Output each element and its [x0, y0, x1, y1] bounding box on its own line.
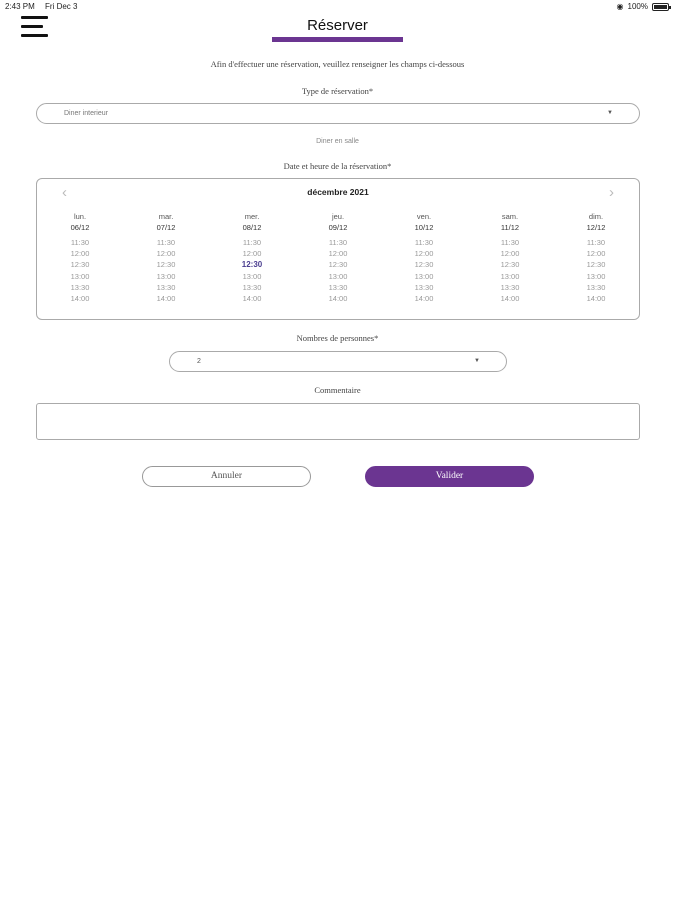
comment-label: Commentaire [314, 385, 361, 395]
time-slot[interactable]: 12:30 [328, 260, 348, 270]
day-column [227, 212, 277, 304]
time-slot[interactable]: 11:30 [500, 238, 520, 247]
chevron-right-icon[interactable]: › [609, 184, 614, 201]
time-slot[interactable]: 12:00 [500, 249, 520, 259]
status-left [5, 2, 85, 11]
time-slot[interactable]: 14:00 [328, 294, 348, 304]
reservation-type-label: Type de réservation* [301, 86, 374, 96]
time-slot[interactable]: 12:00 [586, 249, 606, 259]
time-slot[interactable]: 12:30 [586, 260, 606, 270]
time-slot[interactable]: 13:30 [500, 282, 520, 292]
time-slot[interactable]: 13:00 [70, 271, 90, 281]
time-slot[interactable]: 13:30 [156, 282, 176, 292]
time-slot[interactable]: 11:30 [586, 238, 606, 247]
datetime-label: Date et heure de la réservation* [283, 161, 392, 171]
day-name: jeu. [331, 212, 345, 221]
time-slot[interactable]: 13:00 [414, 271, 434, 281]
time-slot[interactable]: 13:00 [328, 271, 348, 281]
time-slot[interactable]: 11:30 [328, 238, 348, 247]
day-date: 11/12 [500, 223, 520, 232]
day-name: lun. [73, 212, 87, 221]
day-name: dim. [588, 212, 604, 221]
wifi-icon: ◉ [616, 2, 624, 11]
time-slot[interactable]: 12:00 [414, 249, 434, 259]
reservation-type-value: Diner interieur [64, 110, 108, 117]
time-slot[interactable]: 12:30 [500, 260, 520, 270]
battery-percent: 100% [627, 2, 648, 11]
time-slot[interactable]: 12:00 [328, 249, 348, 259]
day-date: 10/12 [414, 223, 434, 232]
time-slot[interactable]: 13:30 [242, 282, 262, 292]
day-column [55, 212, 105, 304]
day-date: 06/12 [70, 223, 90, 232]
day-date: 08/12 [242, 223, 262, 232]
time-slot[interactable]: 13:00 [586, 271, 606, 281]
day-name: mer. [244, 212, 260, 221]
time-slot[interactable]: 12:00 [70, 249, 90, 259]
chevron-left-icon[interactable]: ‹ [62, 184, 67, 201]
time-slot[interactable]: 11:30 [70, 238, 90, 247]
day-date: 09/12 [328, 223, 348, 232]
time-slot[interactable]: 12:30 [156, 260, 176, 270]
comment-input[interactable] [36, 403, 640, 440]
day-date: 07/12 [156, 223, 176, 232]
reservation-type-hint: Diner en salle [316, 138, 359, 145]
page-title: Réserver [307, 17, 368, 34]
time-slot[interactable]: 13:00 [500, 271, 520, 281]
title-underline [272, 37, 403, 42]
time-slot[interactable]: 13:00 [242, 271, 262, 281]
time-slot[interactable]: 14:00 [500, 294, 520, 304]
day-date: 12/12 [586, 223, 606, 232]
status-time: 2:43 PM [5, 2, 35, 11]
time-slot[interactable]: 14:00 [70, 294, 90, 304]
time-slot[interactable]: 13:30 [70, 282, 90, 292]
cancel-button[interactable]: Annuler [142, 466, 311, 487]
day-column [313, 212, 363, 304]
time-slot[interactable]: 14:00 [586, 294, 606, 304]
persons-value: 2 [197, 358, 201, 365]
persons-label: Nombres de personnes* [296, 333, 379, 343]
time-slot[interactable]: 12:00 [156, 249, 176, 259]
persons-select[interactable] [169, 351, 507, 372]
time-slot[interactable]: 13:30 [328, 282, 348, 292]
day-column [141, 212, 191, 304]
battery-icon [652, 3, 669, 11]
time-slot[interactable]: 11:30 [414, 238, 434, 247]
day-column [399, 212, 449, 304]
intro-text: Afin d'effectuer une réservation, veuillez renseigner les champs ci-dessous [210, 59, 465, 69]
day-name: mar. [158, 212, 174, 221]
time-slot[interactable]: 12:30 [414, 260, 434, 270]
time-slot[interactable]: 14:00 [414, 294, 434, 304]
time-slot[interactable]: 12:00 [242, 249, 262, 259]
day-column [571, 212, 621, 304]
time-slot[interactable]: 14:00 [156, 294, 176, 304]
time-slot[interactable]: 14:00 [242, 294, 262, 304]
time-slot[interactable]: 13:30 [414, 282, 434, 292]
time-slot[interactable]: 11:30 [156, 238, 176, 247]
time-slot[interactable]: 11:30 [242, 238, 262, 247]
time-slot[interactable]: 13:00 [156, 271, 176, 281]
status-right [617, 2, 669, 11]
day-name: sam. [501, 212, 519, 221]
submit-button[interactable]: Valider [365, 466, 534, 487]
calendar-month: décembre 2021 [307, 187, 369, 197]
day-column [485, 212, 535, 304]
chevron-down-icon: ▼ [474, 358, 480, 364]
reservation-type-select[interactable] [36, 103, 640, 124]
time-slot[interactable]: 12:30 [241, 260, 263, 270]
status-date: Fri Dec 3 [45, 2, 78, 11]
status-bar [0, 0, 675, 14]
chevron-down-icon: ▼ [607, 110, 613, 116]
day-name: ven. [416, 212, 432, 221]
calendar [36, 178, 640, 320]
time-slot[interactable]: 12:30 [70, 260, 90, 270]
time-slot[interactable]: 13:30 [586, 282, 606, 292]
